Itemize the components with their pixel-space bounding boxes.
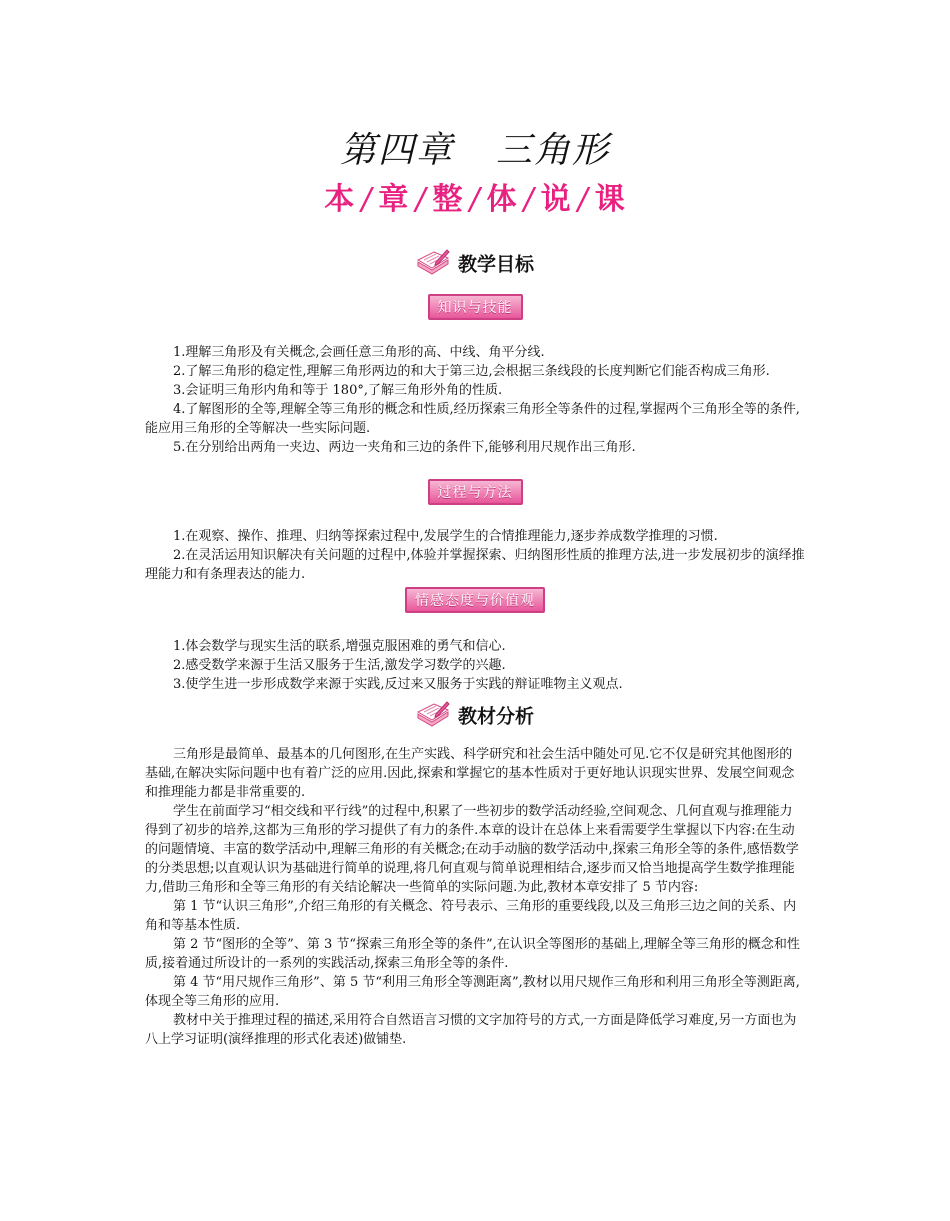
subtitle-separator: / [523,182,535,217]
chapter-title [0,122,950,173]
list-item: 2.在灵活运用知识解决有关问题的过程中,体验并掌握探索、归纳图形性质的推理方法,进一步发展初步的演绎推理能力和有条理表达的能力. [145,548,805,582]
paragraph: 学生在前面学习“相交线和平行线”的过程中,积累了一些初步的数学活动经验,空间观念、几何直观与推理能力得到了初步的培养,这都为三角形的学习提供了有力的条件.本章的设计在总体上来看需要学生掌握以下内容:在生动的问题情境、丰富的数学活动中,理解三角形的有关概念;在动手动脑的数学活动中,探索三角形全等的条件,感悟数学的分类思想;以直观认识为基础进行简单的说理,将几何直观与简单说理相结合,逐步而又恰当地提高学生数学推理能力,借助三角形和全等三角形的有关结论解决一些简单的实际问题.为此,教材本章安排了 5 节内容: [145,804,799,895]
list-item: 4.了解图形的全等,理解全等三角形的概念和性质,经历探索三角形全等条件的过程,掌握两个三角形全等的条件,能应用三角形的全等解决一些实际问题. [145,402,800,436]
section-subtitle [0,174,950,218]
objectives-title: 教学目标 [457,253,534,276]
subtitle-separator: / [469,182,481,217]
analysis-body [145,745,805,1049]
subtitle-char: 体 [486,182,518,217]
subtitle-char: 说 [540,182,572,217]
knowledge-badge [0,294,950,320]
subtitle-char: 整 [432,182,464,217]
paragraph: 第 1 节“认识三角形”,介绍三角形的有关概念、符号表示、三角形的重要线段,以及三角形三边之间的关系、内角和等基本性质. [145,899,797,933]
paragraph: 三角形是最简单、最基本的几何图形,在生产实践、科学研究和社会生活中随处可见.它不仅是研究其他图形的基础,在解决实际问题中也有着广泛的应用.因此,探索和掌握它的基本性质对于更好地认识现实世界、发展空间观念和推理能力都是非常重要的. [145,747,795,800]
attitude-badge-label: 情感态度与价值观 [405,587,545,613]
chapter-name: 三角形 [496,130,611,171]
list-item: 2.了解三角形的稳定性,理解三角形两边的和大于第三边,会根据三条线段的长度判断它们能否构成三角形. [173,364,770,379]
analysis-title: 教材分析 [457,705,534,728]
attitude-list [145,637,805,694]
subtitle-char: 课 [594,182,626,217]
attitude-badge [0,587,950,613]
subtitle-separator: / [415,182,427,217]
paragraph: 第 2 节“图形的全等”、第 3 节“探索三角形全等的条件”,在认识全等图形的基础上,理解全等三角形的概念和性质,接着通过所设计的一系列的实践活动,探索三角形全等的条件. [145,937,800,971]
list-item: 1.理解三角形及有关概念,会画任意三角形的高、中线、角平分线. [173,345,545,360]
knowledge-badge-label: 知识与技能 [428,294,523,320]
process-badge-label: 过程与方法 [428,479,523,505]
list-item: 5.在分别给出两角一夹边、两边一夹角和三边的条件下,能够利用尺规作出三角形. [173,440,636,455]
objectives-heading [0,248,950,278]
subtitle-char: 章 [378,182,410,217]
subtitle-char: 本 [324,182,356,217]
knowledge-list [145,343,805,457]
book-pencil-icon [416,700,450,730]
list-item: 1.体会数学与现实生活的联系,增强克服困难的勇气和信心. [173,639,506,654]
analysis-heading [0,700,950,730]
subtitle-separator: / [361,182,373,217]
subtitle-separator: / [577,182,589,217]
list-item: 1.在观察、操作、推理、归纳等探索过程中,发展学生的合情推理能力,逐步养成数学推理的习惯. [173,529,718,544]
process-badge [0,479,950,505]
chapter-number: 第四章 [339,130,454,171]
paragraph: 第 4 节“用尺规作三角形”、第 5 节“利用三角形全等测距离”,教材以用尺规作三角形和利用三角形全等测距离,体现全等三角形的应用. [145,975,800,1009]
list-item: 3.使学生进一步形成数学来源于实践,反过来又服务于实践的辩证唯物主义观点. [173,677,623,692]
list-item: 2.感受数学来源于生活又服务于生活,激发学习数学的兴趣. [173,658,506,673]
list-item: 3.会证明三角形内角和等于 180°,了解三角形外角的性质. [173,383,503,398]
paragraph: 教材中关于推理过程的描述,采用符合自然语言习惯的文字加符号的方式,一方面是降低学习难度,另一方面也为八上学习证明(演绎推理的形式化表述)做铺垫. [145,1013,797,1047]
book-pencil-icon [416,248,450,278]
process-list [145,527,805,584]
